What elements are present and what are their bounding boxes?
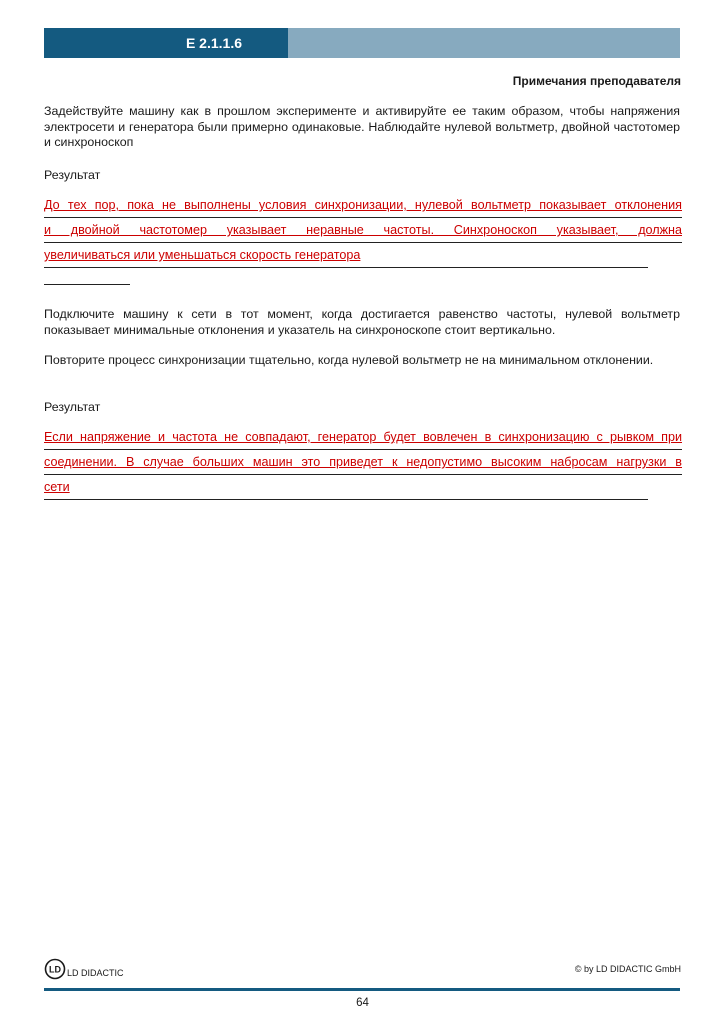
instruction-paragraph-1: Задействуйте машину как в прошлом эксперименте и активируйте ее таким образом, чтобы напряжения электросети и генератора были примерно одинаковые. Наблюдайте нулевой вольтметр, двойной частотомер и синхроноскоп [44,104,680,149]
ld-didactic-logo [44,956,164,982]
svg-text:LD: LD [49,964,61,975]
result-label-2: Результат [44,400,101,414]
logo-text: LD DIDACTIC [67,968,124,978]
section-heading: Примечания преподавателя [512,74,681,88]
answer-line [44,218,682,243]
answer-text: увеличиваться или уменьшаться скорость генератора [44,248,361,262]
ld-logo-icon [44,956,66,982]
page-number: 64 [356,997,369,1009]
answer-block-2 [44,425,682,500]
answer-text: соединении. В случае больших машин это приведет к недопустимо высоким набросам нагрузки в [44,455,682,469]
experiment-code: E 2.1.1.6 [44,28,288,58]
answer-line [44,243,648,268]
answer-line [44,450,682,475]
answer-block-1 [44,193,682,268]
divider-dash [44,284,130,285]
answer-line [44,475,648,500]
footer-rule [44,988,680,991]
answer-text: и двойной частотомер указывает неравные частоты. Синхроноскоп указывает, должна [44,223,682,237]
instruction-paragraph-2: Подключите машину к сети в тот момент, когда достигается равенство частоты, нулевой вольтметр показывает минимальные отклонения и указатель на синхроноскопе стоит вертикально. [44,307,680,337]
answer-line [44,425,682,450]
answer-line [44,193,682,218]
answer-text: Если напряжение и частота не совпадают, генератор будет вовлечен в синхронизацию с рывком при [44,430,682,444]
answer-text: До тех пор, пока не выполнены условия синхронизации, нулевой вольтметр показывает отклонения [44,198,682,212]
instruction-paragraph-3: Повторите процесс синхронизации тщательно, когда нулевой вольтметр не на минимальном отклонении. [44,353,654,367]
result-label-1: Результат [44,168,101,182]
header-bar [44,28,680,58]
answer-text: сети [44,480,70,494]
copyright: © by LD DIDACTIC GmbH [574,964,681,974]
